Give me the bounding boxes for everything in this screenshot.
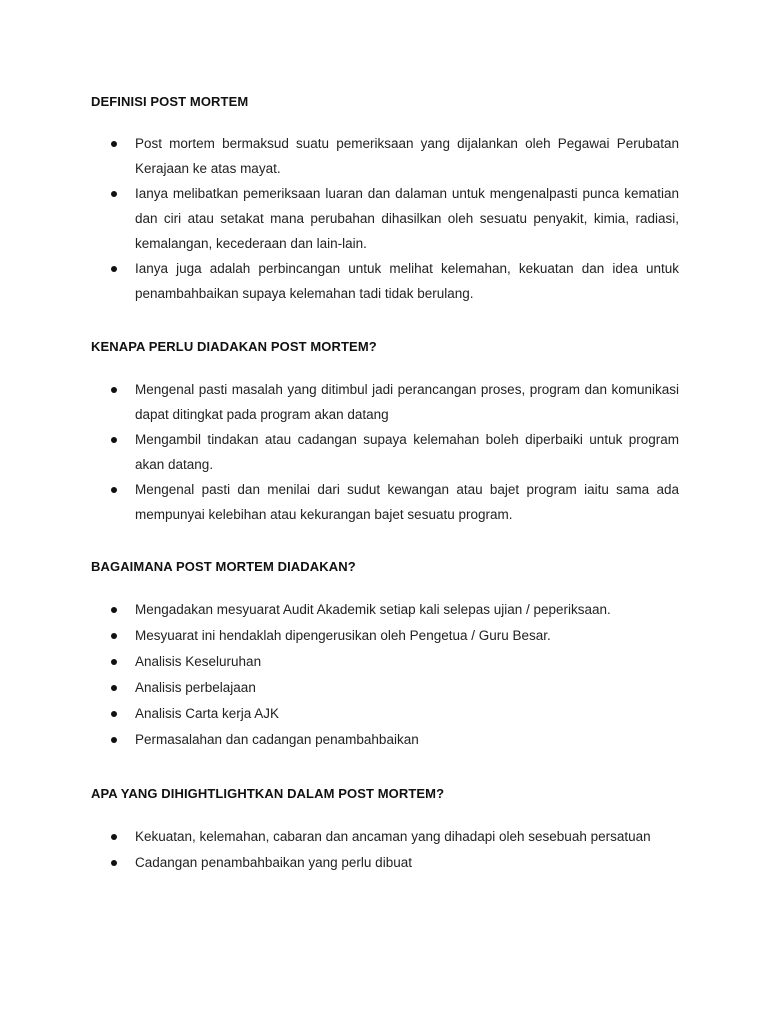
bullet-icon	[111, 685, 117, 691]
list-item-text: Permasalahan dan cadangan penambahbaikan	[135, 732, 419, 747]
list-item	[91, 181, 679, 256]
list-item	[91, 477, 679, 527]
section-heading: KENAPA PERLU DIADAKAN POST MORTEM?	[91, 339, 377, 354]
bullet-icon	[111, 387, 117, 393]
bullet-icon	[111, 607, 117, 613]
list-item	[91, 623, 679, 649]
list-item-text: Mesyuarat ini hendaklah dipengerusikan oleh Pengetua / Guru Besar.	[135, 628, 551, 643]
bullet-icon	[111, 860, 117, 866]
list-item-text: Mengenal pasti dan menilai dari sudut kewangan atau bajet program iaitu sama ada mempunyai kelebihan atau kekurangan bajet sesuatu program.	[135, 482, 679, 522]
section-heading: BAGAIMANA POST MORTEM DIADAKAN?	[91, 559, 356, 574]
list-item-text: Ianya juga adalah perbincangan untuk melihat kelemahan, kekuatan dan idea untuk penambahbaikan supaya kelemahan tadi tidak berulang.	[135, 261, 679, 301]
section-apa-yang-dihightlightkan	[91, 786, 679, 876]
list-item	[91, 727, 679, 753]
bullet-icon	[111, 711, 117, 717]
list-item-text: Cadangan penambahbaikan yang perlu dibuat	[135, 855, 412, 870]
list-item	[91, 597, 679, 623]
list-item	[91, 824, 679, 850]
bullet-list	[91, 377, 679, 527]
bullet-icon	[111, 266, 117, 272]
list-item	[91, 701, 679, 727]
list-item	[91, 675, 679, 701]
bullet-icon	[111, 487, 117, 493]
bullet-icon	[111, 437, 117, 443]
list-item	[91, 256, 679, 306]
list-item	[91, 427, 679, 477]
list-item	[91, 377, 679, 427]
list-item-text: Mengadakan mesyuarat Audit Akademik setiap kali selepas ujian / peperiksaan.	[135, 602, 611, 617]
list-item-text: Post mortem bermaksud suatu pemeriksaan yang dijalankan oleh Pegawai Perubatan Kerajaan ke atas mayat.	[135, 136, 679, 176]
bullet-icon	[111, 737, 117, 743]
list-item	[91, 649, 679, 675]
bullet-list	[91, 131, 679, 306]
bullet-icon	[111, 834, 117, 840]
bullet-icon	[111, 659, 117, 665]
list-item-text: Analisis Keseluruhan	[135, 654, 262, 669]
section-bagaimana	[91, 559, 679, 753]
bullet-icon	[111, 633, 117, 639]
list-item-text: Mengambil tindakan atau cadangan supaya kelemahan boleh diperbaiki untuk program akan datang.	[135, 432, 679, 472]
bullet-icon	[111, 191, 117, 197]
list-item	[91, 850, 679, 876]
section-heading: APA YANG DIHIGHTLIGHTKAN DALAM POST MORTEM?	[91, 786, 445, 801]
bullet-list	[91, 597, 679, 753]
list-item-text: Analisis Carta kerja AJK	[135, 706, 280, 721]
list-item	[91, 131, 679, 181]
bullet-icon	[111, 141, 117, 147]
list-item-text: Kekuatan, kelemahan, cabaran dan ancaman yang dihadapi oleh sesebuah persatuan	[135, 829, 651, 844]
bullet-list	[91, 824, 679, 876]
list-item-text: Ianya melibatkan pemeriksaan luaran dan dalaman untuk mengenalpasti punca kematian dan ciri atau setakat mana perubahan dihasilkan oleh sesuatu penyakit, kimia, radiasi, kemalangan, kecederaan dan lain-lain.	[135, 186, 679, 251]
section-kenapa	[91, 339, 679, 527]
list-item-text: Analisis perbelajaan	[135, 680, 256, 695]
section-definisi	[91, 94, 679, 306]
list-item-text: Mengenal pasti masalah yang ditimbul jadi perancangan proses, program dan komunikasi dapat ditingkat pada program akan datang	[135, 382, 679, 422]
section-heading: DEFINISI POST MORTEM	[91, 94, 249, 109]
